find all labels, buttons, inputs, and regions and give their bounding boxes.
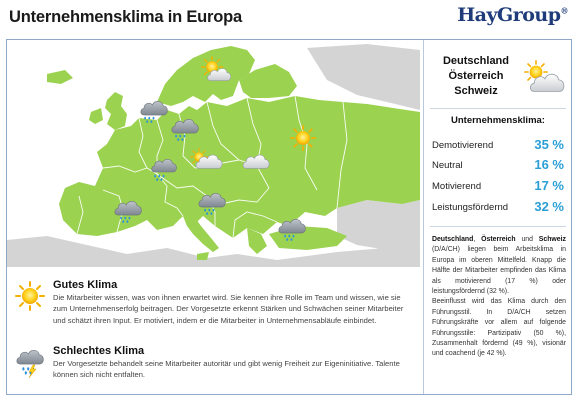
stat-label: Neutral: [432, 160, 463, 171]
bold-switzerland: Schweiz: [538, 236, 566, 243]
side-paragraph-1: [432, 235, 566, 297]
country-germany: Deutschland: [442, 55, 509, 67]
bold-austria: Österreich: [481, 236, 516, 243]
clima-label: Unternehmensklima:: [451, 115, 545, 126]
country-austria: Österreich: [448, 70, 504, 82]
stat-value: 35 %: [534, 137, 564, 152]
stat-value: 16 %: [534, 157, 564, 172]
page-title: Unternehmensklima in Europa: [9, 8, 242, 26]
stat-value: 17 %: [534, 178, 564, 193]
side-panel: [423, 40, 571, 394]
side-description: [432, 235, 566, 360]
legend-bad-row: [7, 345, 420, 393]
europe-map: [7, 40, 420, 267]
side-paragraph-2: Beeinflusst wird das Klima durch den Führungsstil. In D/A/CH setzen Führungskräfte vor allem auf folgende Führungsstile: Partizipativ (50 %), Zusammenhalt fördernd (49 %), visionär und coachend (je 42 %).: [432, 298, 566, 358]
header: [0, 0, 578, 38]
stat-row-motivierend: [432, 176, 566, 196]
legend-good-text: Die Mitarbeiter wissen, was von ihnen erwartet wird. Sie kennen ihre Rolle im Team und wissen, wie sie zum Unternehmenserfolg beitragen. Der Vorgesetzte erkennt Stärken und Schwächen seiner Mitarbeiter und schätzt ihren Input. Er motiviert, indem er die Mitarbeiter in Unternehmensabläufe einbindet.: [53, 293, 404, 325]
paragraph-text: (D/A/CH) liegen beim Arbeitsklima in Europa im oberen Mittelfeld. Knapp die Hälfte der Mitarbeiter empfinden das Klima als motivierend (17 %) oder leistungsfördernd (32 %).: [432, 246, 566, 296]
country-switzerland: Schweiz: [454, 85, 498, 97]
legend-good-title: Gutes Klima: [53, 279, 118, 291]
country-list: [428, 54, 524, 99]
legend-good-row: [7, 277, 420, 337]
sun-behind-cloud-icon: [522, 60, 566, 96]
separator: ,: [473, 236, 482, 243]
haygroup-logo: [457, 4, 568, 26]
storm-cloud-icon: [15, 347, 45, 379]
bold-germany: Deutschland: [432, 236, 474, 243]
stat-row-demotivierend: [432, 135, 566, 155]
divider: [430, 226, 566, 227]
europe-map-svg: [7, 40, 420, 267]
legend-bad-title: Schlechtes Klima: [53, 345, 145, 357]
separator: und: [515, 236, 539, 243]
legend-bad-text: Der Vorgesetzte behandelt seine Mitarbeiter autoritär und gibt wenig Freiheit zur Eigeninitiative. Talente können sich nicht entfalten.: [53, 359, 400, 380]
stat-row-neutral: [432, 155, 566, 175]
stat-label: Leistungsfördernd: [432, 202, 509, 213]
stat-label: Demotivierend: [432, 140, 494, 151]
stat-row-leistungsfoerdernd: [432, 197, 566, 217]
registered-mark: ®: [560, 5, 568, 16]
stat-label: Motivierend: [432, 181, 482, 192]
legend: [7, 269, 420, 394]
stat-value: 32 %: [534, 199, 564, 214]
divider: [430, 108, 566, 109]
sun-icon: [15, 281, 45, 311]
infographic-frame: [6, 39, 572, 395]
logo-text: HayGroup: [457, 4, 561, 26]
